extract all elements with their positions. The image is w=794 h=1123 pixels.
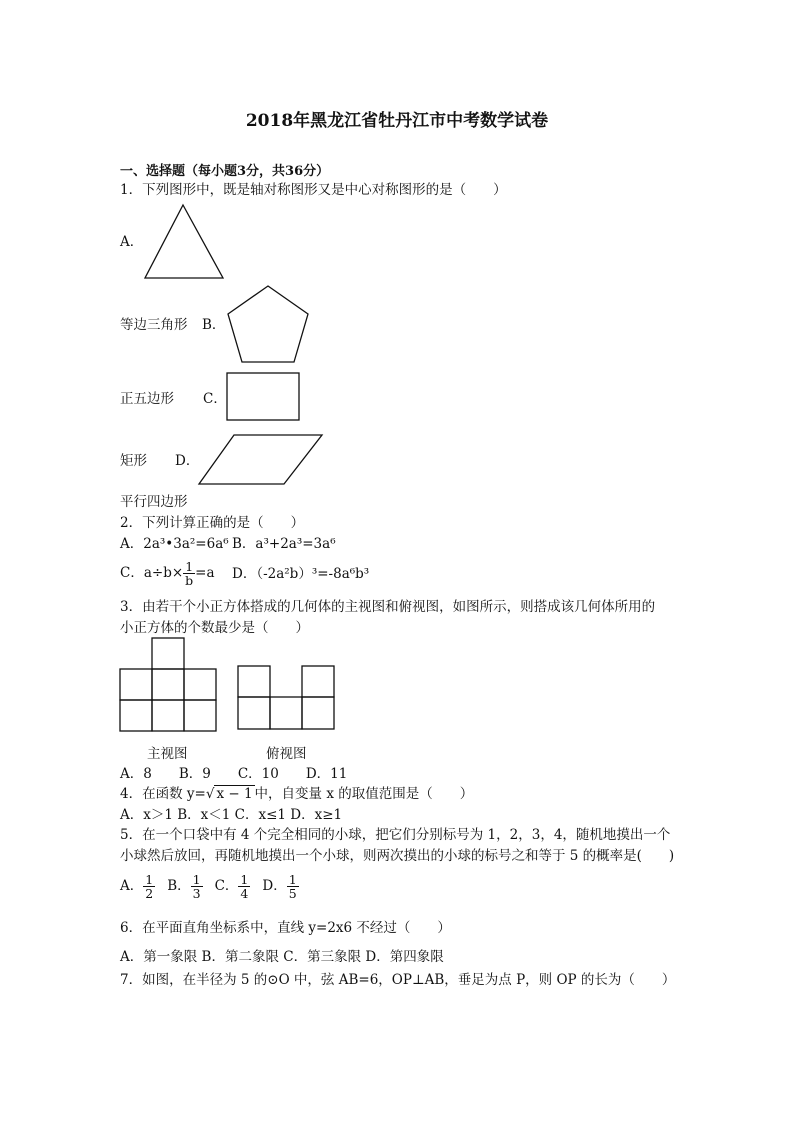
fraction-numerator: 1 xyxy=(288,871,297,887)
top-view-label: 俯视图 xyxy=(266,746,307,762)
q1-option-b-caption: 正五边形 xyxy=(120,391,174,407)
q5-option-b-letter: B． xyxy=(167,878,191,894)
top-view-figure xyxy=(237,665,337,733)
q1-option-b-letter: B． xyxy=(202,317,226,333)
front-view-label: 主视图 xyxy=(147,746,188,762)
pentagon-figure xyxy=(222,280,314,366)
fraction-numerator: 1 xyxy=(183,560,195,574)
sqrt-radicand: x − 1 xyxy=(216,786,253,802)
fraction-denominator: 2 xyxy=(145,885,154,901)
q2-stem: 2．下列计算正确的是（ ） xyxy=(120,515,305,531)
fraction-numerator: 1 xyxy=(145,871,154,887)
q2-option-c xyxy=(120,558,215,588)
q3-stem-line1: 3．由若干个小正方体搭成的几何体的主视图和俯视图，如图所示，则搭成该几何体所用的 xyxy=(120,599,656,615)
q4-stem-prefix: 4．在函数 y= xyxy=(120,786,206,802)
q5-option-a-letter: A． xyxy=(120,878,144,894)
q7-stem: 7．如图，在半径为 5 的⊙O 中，弦 AB=6，OP⊥AB，垂足为点 P，则 OP 的长为（ ） xyxy=(120,972,676,988)
q2-option-c-suffix: =a xyxy=(195,565,215,581)
page-title: 2018年黑龙江省牡丹江市中考数学试卷 xyxy=(245,111,549,131)
q6-stem: 6．在平面直角坐标系中，直线 y=2x6 不经过（ ） xyxy=(120,920,451,936)
q1-option-c-caption: 矩形 xyxy=(120,453,147,469)
q2-option-c-fraction xyxy=(183,560,195,587)
q4-stem-suffix: 中，自变量 x 的取值范围是（ ） xyxy=(254,786,474,802)
sqrt-sign: √ xyxy=(205,786,215,802)
q5-option-d-fraction xyxy=(287,873,299,900)
q5-option-a-fraction xyxy=(143,873,155,900)
q2-option-d: D．（-2a²b）³=-8a⁶b³ xyxy=(232,566,370,582)
q4-options: A．x＞1 B．x＜1 C．x≤1 D．x≥1 xyxy=(120,807,343,823)
q2-option-c-prefix: C．a÷b× xyxy=(120,565,184,581)
section-heading: 一、选择题（每小题3分，共36分） xyxy=(120,164,330,179)
rectangle-figure xyxy=(224,370,304,424)
q1-option-d-letter: D． xyxy=(175,453,200,469)
q5-option-b-fraction xyxy=(191,873,203,900)
front-view-figure xyxy=(119,637,219,733)
q5-option-c-fraction xyxy=(238,873,250,900)
fraction-denominator: 5 xyxy=(288,885,297,901)
fraction-numerator: 1 xyxy=(192,871,201,887)
fraction-denominator: b xyxy=(185,572,194,588)
q1-stem: 1．下列图形中，既是轴对称图形又是中心对称图形的是（ ） xyxy=(120,182,507,198)
q2-option-b: B．a³+2a³=3a⁶ xyxy=(232,536,336,552)
q1-option-c-letter: C． xyxy=(203,391,227,407)
triangle-figure xyxy=(140,200,230,282)
fraction-denominator: 3 xyxy=(192,885,201,901)
q4-stem xyxy=(120,785,473,803)
q3-stem-line2: 小正方体的个数最少是（ ） xyxy=(120,620,309,636)
q5-stem-line1: 5．在一个口袋中有 4 个完全相同的小球，把它们分别标号为 1，2，3，4，随机地摸出一个 xyxy=(120,827,671,843)
fraction-numerator: 1 xyxy=(240,871,249,887)
q1-option-a-letter: A． xyxy=(120,234,144,250)
fraction-denominator: 4 xyxy=(240,885,249,901)
q6-options: A．第一象限 B．第二象限 C．第三象限 D．第四象限 xyxy=(120,949,444,965)
q5-option-c-letter: C． xyxy=(214,878,239,894)
q3-options: A．8 B．9 C．10 D．11 xyxy=(120,766,348,782)
q1-option-d-caption: 平行四边形 xyxy=(120,494,188,510)
q2-option-a: A．2a³•3a²=6a⁶ xyxy=(120,536,229,552)
q5-stem-line2: 小球然后放回，再随机地摸出一个小球，则两次摸出的小球的标号之和等于 5 的概率是( ) xyxy=(120,848,675,864)
q1-option-a-caption: 等边三角形 xyxy=(120,317,188,333)
q5-option-d-letter: D． xyxy=(262,878,287,894)
q5-options xyxy=(120,870,299,902)
parallelogram-figure xyxy=(196,430,326,488)
